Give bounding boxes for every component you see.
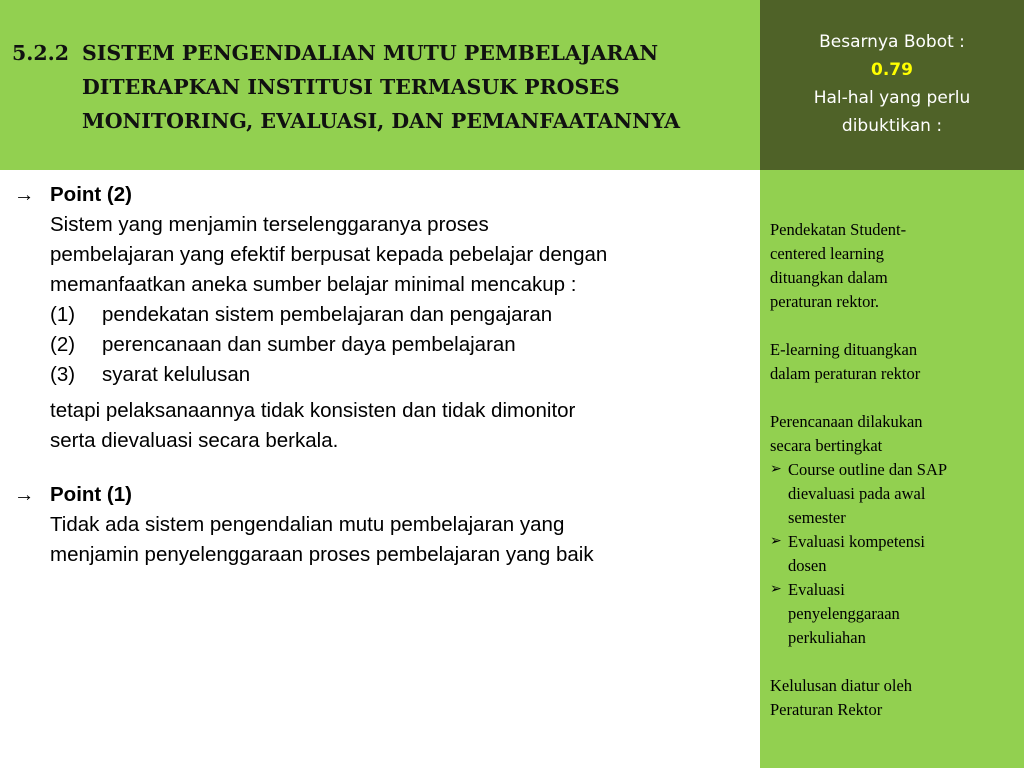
point-1-line: Tidak ada sistem pengendalian mutu pembelajaran yang	[50, 513, 565, 536]
list-item	[50, 330, 754, 360]
bullet-arrow-icon: ➢	[770, 582, 782, 597]
weight-box	[760, 0, 1024, 170]
point-2-intro-line: memanfaatkan aneka sumber belajar minimal mencakup :	[50, 273, 577, 296]
list-item-text: pendekatan sistem pembelajaran dan pengajaran	[102, 303, 553, 326]
evidence-line: Evaluasi kompetensi	[788, 532, 926, 551]
evidence-line: perkuliahan	[788, 628, 866, 647]
evidence-line: Kelulusan diatur oleh	[770, 676, 913, 695]
evidence-line: dalam peraturan rektor	[770, 364, 921, 383]
list-item-number: (3)	[50, 363, 76, 386]
evidence-paragraph	[770, 218, 1020, 314]
evidence-line: dituangkan dalam	[770, 268, 888, 287]
point-2-intro-line: Sistem yang menjamin terselenggaranya proses	[50, 213, 489, 236]
arrow-right-icon: →	[14, 183, 35, 206]
title-line: MONITORING, EVALUASI, DAN PEMANFAATANNYA	[82, 109, 681, 133]
header-bar	[0, 0, 760, 170]
evidence-line: Pendekatan Student-	[770, 220, 907, 239]
list-item-number: (1)	[50, 303, 76, 326]
point-2-title: Point (2)	[50, 183, 132, 206]
weight-value: 0.79	[871, 60, 913, 80]
evidence-line: Perencanaan dilakukan	[770, 412, 923, 431]
evidence-bullet-list	[770, 458, 1020, 650]
arrow-right-icon: →	[14, 483, 35, 506]
list-item	[770, 458, 1020, 530]
main-content	[14, 180, 754, 570]
evidence-line: Course outline dan SAP	[788, 460, 948, 479]
evidence-line: centered learning	[770, 244, 885, 263]
evidence-paragraph	[770, 338, 1020, 386]
bullet-arrow-icon: ➢	[770, 462, 782, 477]
section-number: 5.2.2	[12, 41, 70, 65]
evidence-line: Evaluasi	[788, 580, 845, 599]
evidence-line: peraturan rektor.	[770, 292, 880, 311]
point-1-line: menjamin penyelenggaraan proses pembelajaran yang baik	[50, 543, 594, 566]
list-item-text: perencanaan dan sumber daya pembelajaran	[102, 333, 516, 356]
weight-label: Besarnya Bobot :	[819, 32, 965, 52]
title-line: DITERAPKAN INSTITUSI TERMASUK PROSES	[82, 75, 620, 99]
point-2-note-line: serta dievaluasi secara berkala.	[50, 429, 339, 452]
list-item	[770, 530, 1020, 578]
evidence-line: dievaluasi pada awal	[788, 484, 926, 503]
evidence-paragraph	[770, 410, 1020, 650]
evidence-line: Peraturan Rektor	[770, 700, 883, 719]
evidence-label-line: Hal-hal yang perlu	[813, 88, 971, 108]
evidence-line: E-learning dituangkan	[770, 340, 918, 359]
point-1-title: Point (1)	[50, 483, 132, 506]
list-item	[770, 578, 1020, 650]
page-title	[12, 36, 752, 138]
evidence-line: semester	[788, 508, 846, 527]
evidence-line: dosen	[788, 556, 827, 575]
side-panel	[760, 170, 1024, 768]
list-item-text: syarat kelulusan	[102, 363, 251, 386]
evidence-label-line: dibuktikan :	[841, 116, 943, 136]
point-2-list	[50, 300, 754, 390]
point-2-note-line: tetapi pelaksanaannya tidak konsisten dan tidak dimonitor	[50, 399, 576, 422]
point-1-block	[14, 480, 754, 570]
point-2-intro-line: pembelajaran yang efektif berpusat kepada pebelajar dengan	[50, 243, 608, 266]
evidence-notes	[770, 218, 1020, 722]
list-item-number: (2)	[50, 333, 76, 356]
title-line: SISTEM PENGENDALIAN MUTU PEMBELAJARAN	[82, 41, 659, 65]
evidence-line: penyelenggaraan	[788, 604, 900, 623]
evidence-line: secara bertingkat	[770, 436, 883, 455]
list-item	[50, 300, 754, 330]
evidence-paragraph	[770, 674, 1020, 722]
bullet-arrow-icon: ➢	[770, 534, 782, 549]
list-item	[50, 360, 754, 390]
point-2-block	[14, 180, 754, 456]
